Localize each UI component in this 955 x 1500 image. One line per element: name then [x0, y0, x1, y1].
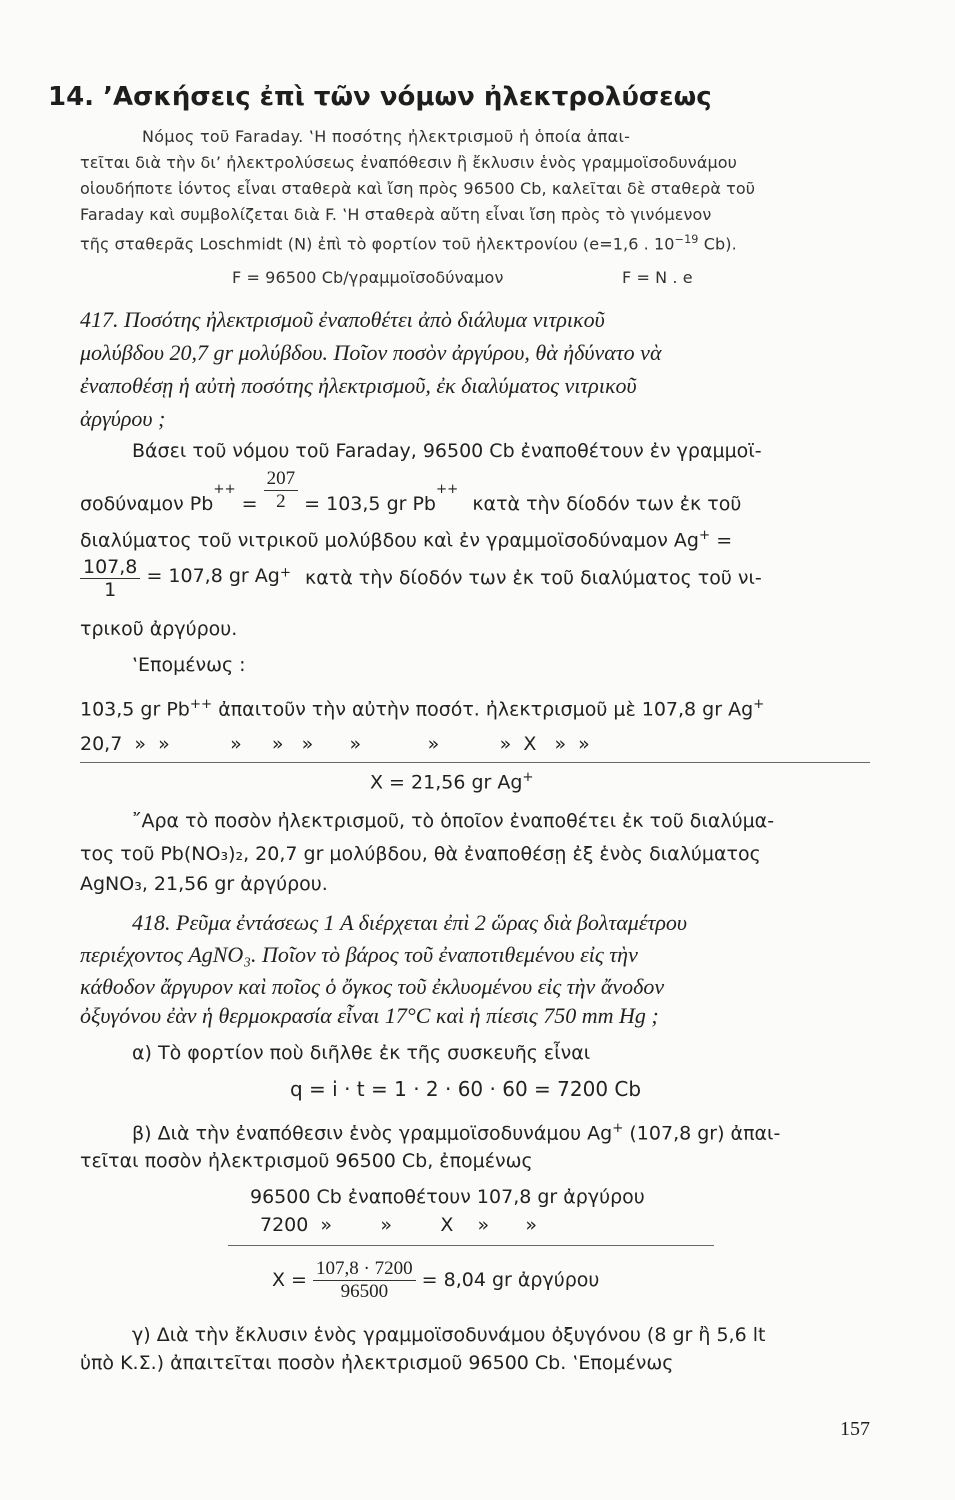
therefore-label: ‛Επομένως :: [132, 654, 246, 676]
part-c-line-2: ὑπὸ Κ.Σ.) ἀπαιτεῖται ποσὸν ἠλεκτρισμοῦ 96500 Cb. ‛Επομένως: [80, 1352, 674, 1374]
equals-2: =: [716, 529, 733, 552]
ratio-row-2: 20,7 » » » » » » » » X » »: [80, 733, 590, 755]
solution-417-line-1: Βάσει τοῦ νόμου τοῦ Faraday, 96500 Cb ἐναποθέτουν ἐν γραμμοϊ-: [132, 440, 762, 462]
charge-ag-3: +: [753, 697, 765, 712]
solution-417-line-5: τρικοῦ ἀργύρου.: [80, 618, 238, 640]
text-ag: διαλύματος τοῦ νιτρικοῦ μολύβδου καὶ ἐν γραμμοϊσοδύναμον Ag: [80, 529, 699, 552]
charge-pb: ++: [213, 481, 236, 497]
divider-2: [228, 1245, 714, 1246]
intro-line-1: Νόμος τοῦ Faraday. ‛Η ποσότης ἠλεκτρισμοῦ ἡ ὁποία ἀπαι-: [142, 127, 631, 146]
denominator: 2: [276, 491, 286, 512]
result-x-text: X = 21,56 gr Ag: [370, 771, 523, 794]
ratio-b-row-2: 7200 » » X » »: [260, 1214, 537, 1236]
section-heading: 14. ’Ασκήσεις ἐπὶ τῶν νόμων ἠλεκτρολύσεως: [48, 82, 712, 112]
part-b-line-1: [132, 1121, 780, 1144]
problem-418-line-3: κάθοδον ἄργυρον καὶ ποῖος ὁ ὄγκος τοῦ ἐκλυομένου εἰς τὴν ἄνοδον: [80, 974, 665, 999]
problem-418-line-2: περιέχοντος AgNO₃. Ποῖον τὸ βάρος τοῦ ἐναποτιθεμένου εἰς τὴν: [80, 942, 638, 967]
text-pb: σοδύναμον Pb: [80, 493, 214, 515]
text-passage-2: κατὰ τὴν δίοδόν των ἐκ τοῦ διαλύματος τοῦ νι-: [305, 567, 762, 589]
text-passage: κατὰ τὴν δίοδόν των ἐκ τοῦ: [472, 493, 742, 515]
problem-417-line-2: μολύβδου 20,7 gr μολύβδου. Ποῖον ποσὸν ἀργύρου, θὰ ἠδύνατο νὰ: [80, 340, 662, 365]
intro-line-5: [80, 233, 737, 253]
conclusion-line-2: τος τοῦ Pb(NO₃)₂, 20,7 gr μολύβδου, θὰ ἐναποθέσῃ ἐξ ἑνὸς διαλύματος: [80, 843, 761, 865]
intro-line-5-unit: Cb).: [703, 234, 737, 254]
solution-417-line-2: [80, 468, 741, 520]
numerator: 207: [264, 468, 299, 491]
conclusion-line-1: ῎Αρα τὸ ποσὸν ἠλεκτρισμοῦ, τὸ ὁποῖον ἐναποθέτει ἐκ τοῦ διαλύμα-: [132, 810, 775, 832]
solution-417-line-4: [80, 556, 762, 608]
fraction-207-2: [264, 468, 299, 513]
problem-417-line-4: ἀργύρου ;: [80, 406, 166, 431]
intro-line-4: Faraday καὶ συμβολίζεται διὰ F. ‛Η σταθερὰ αὔτη εἶναι ἴση πρὸς τὸ γινόμενον: [80, 205, 712, 224]
problem-417-line-3: ἐναποθέσῃ ἡ αὐτὴ ποσότης ἠλεκτρισμοῦ, ἐκ διαλύματος νιτρικοῦ: [80, 373, 637, 398]
problem-417-line-1: 417. Ποσότης ἠλεκτρισμοῦ ἐναποθέτει ἀπὸ διάλυμα νιτρικοῦ: [80, 307, 605, 332]
part-b-line-2: τεῖται ποσὸν ἠλεκτρισμοῦ 96500 Cb, ἐπομένως: [80, 1150, 533, 1172]
problem-418-line-4: ὀξυγόνου ἐὰν ἡ θερμοκρασία εἶναι 17°C καὶ ἡ πίεσις 750 mm Hg ;: [80, 1003, 659, 1028]
x-equals: X =: [272, 1269, 307, 1291]
result-x: [370, 770, 534, 793]
ratio-text: ἀπαιτοῦν τὴν αὐτὴν ποσότ. ἠλεκτρισμοῦ μὲ 107,8 gr Ag: [218, 698, 754, 721]
part-a: α) Τὸ φορτίον ποὺ διῆλθε ἐκ τῆς συσκευῆς εἶναι: [132, 1042, 591, 1064]
intro-line-2: τεῖται διὰ τὴν δι’ ἠλεκτρολύσεως ἐναπόθεσιν ἢ ἔκλυσιν ἑνὸς γραμμοϊσοδυνάμου: [80, 153, 737, 172]
fraction-1078-1: [80, 556, 140, 601]
equals: =: [241, 493, 258, 515]
charge-ag-4: +: [522, 770, 534, 785]
intro-line-3: οἱουδήποτε ἰόντος εἶναι σταθερὰ καὶ ἴση πρὸς 96500 Cb, καλεῖται δὲ σταθερὰ τοῦ: [80, 179, 756, 198]
denominator: 96500: [340, 1281, 389, 1302]
charge-ag: +: [698, 528, 711, 543]
fraction-x: [313, 1258, 416, 1303]
conclusion-line-3: AgNO₃, 21,56 gr ἀργύρου.: [80, 873, 328, 895]
charge-ag-2: +: [279, 565, 291, 581]
charge-equation: q = i · t = 1 · 2 · 60 · 60 = 7200 Cb: [290, 1077, 642, 1101]
charge-pb-3: ++: [189, 697, 213, 712]
part-b-mass: (107,8 gr) ἀπαι-: [629, 1122, 781, 1145]
page-number: 157: [840, 1418, 870, 1440]
ratio-b-row-1: 96500 Cb ἐναποθέτουν 107,8 gr ἀργύρου: [250, 1186, 645, 1208]
result-pb: = 103,5 gr Pb: [304, 493, 436, 515]
x-result: = 8,04 gr ἀργύρου: [421, 1269, 600, 1291]
numerator: 107,8: [80, 556, 140, 579]
numerator: 107,8 · 7200: [313, 1258, 416, 1281]
x-fraction-line: [272, 1258, 599, 1314]
ratio-pb: 103,5 gr Pb: [80, 698, 190, 721]
charge-pb-2: ++: [436, 481, 459, 497]
formula-faraday: F = 96500 Cb/γραμμοϊσοδύναμον: [232, 268, 504, 287]
ratio-row-1: [80, 697, 764, 720]
charge-ag-5: +: [612, 1121, 624, 1136]
part-c-line-1: γ) Διὰ τὴν ἔκλυσιν ἑνὸς γραμμοϊσοδυνάμου ὀξυγόνου (8 gr ἢ 5,6 lt: [132, 1324, 766, 1346]
denominator: 1: [104, 579, 117, 601]
exponent: −19: [674, 233, 699, 246]
part-b-text: β) Διὰ τὴν ἐναπόθεσιν ἑνὸς γραμμοϊσοδυνάμου Ag: [132, 1122, 613, 1145]
formula-ne: F = N . e: [622, 268, 693, 287]
intro-line-5-text: τῆς σταθερᾶς Loschmidt (N) ἐπὶ τὸ φορτίον τοῦ ἠλεκτρονίου (e=1,6 . 10: [80, 234, 675, 254]
problem-418-line-1: 418. Ρεῦμα ἐντάσεως 1 A διέρχεται ἐπὶ 2 ὥρας διὰ βολταμέτρου: [132, 910, 688, 935]
result-ag: = 107,8 gr Ag: [146, 565, 280, 587]
solution-417-line-3: [80, 528, 732, 551]
divider: [80, 762, 870, 763]
